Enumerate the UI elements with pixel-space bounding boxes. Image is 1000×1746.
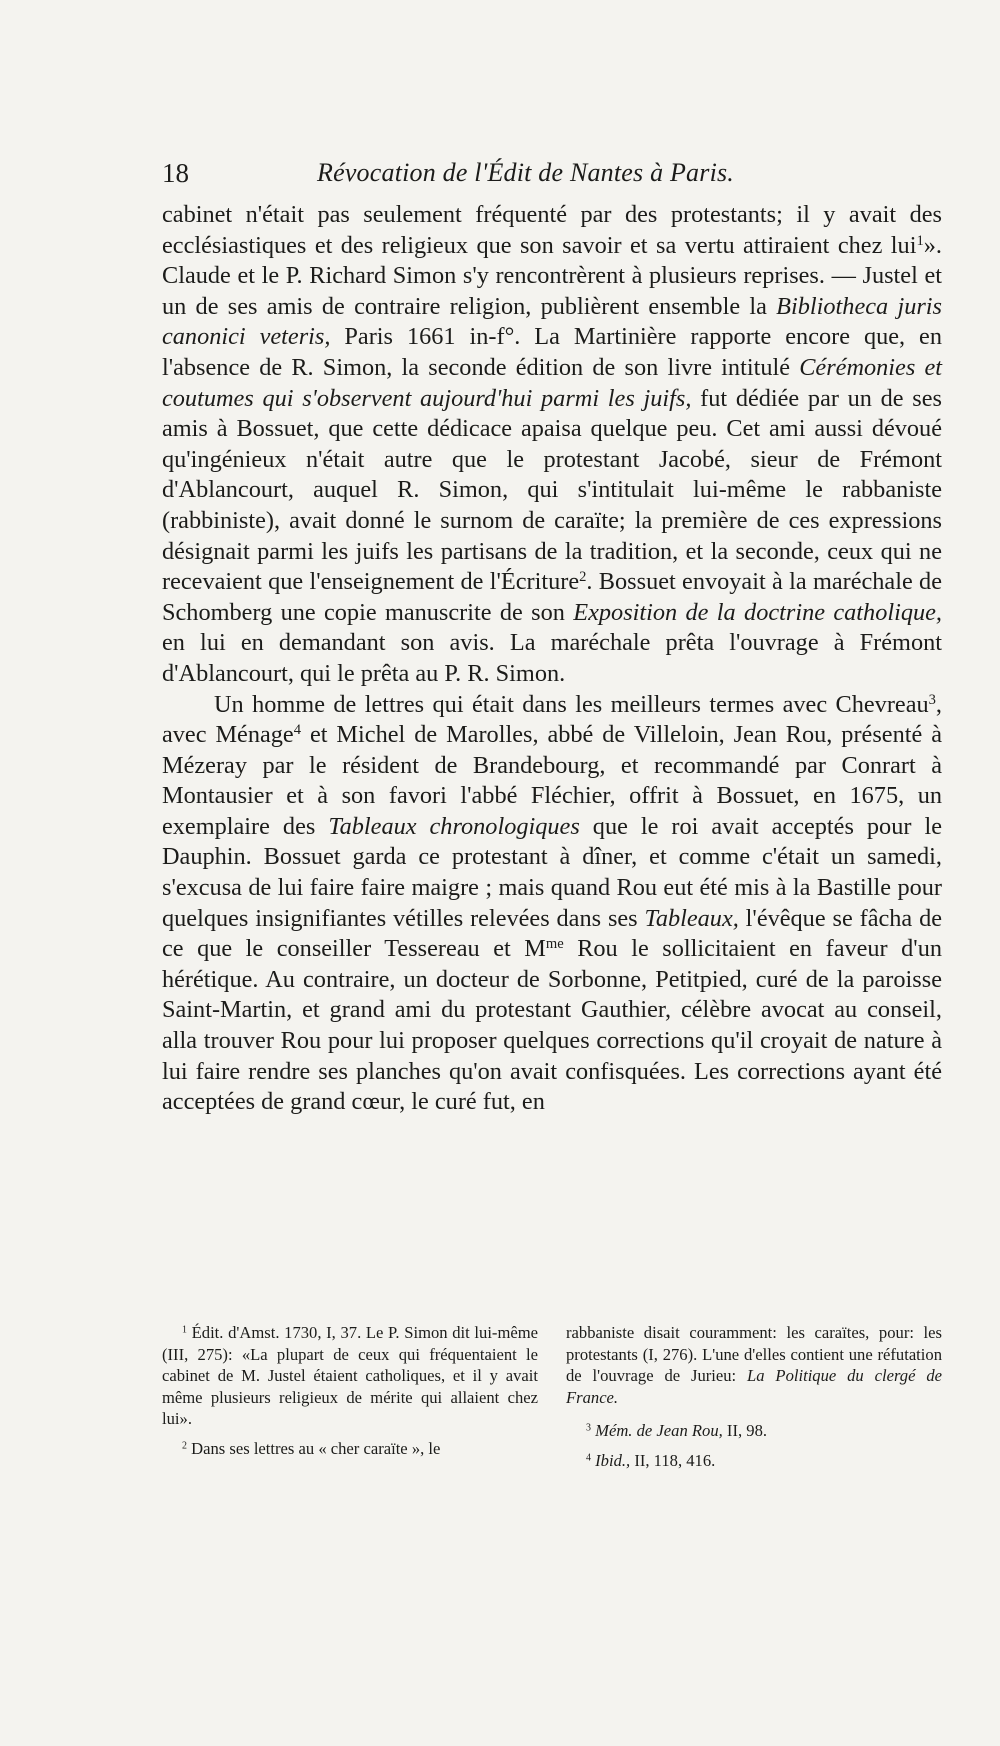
footnote-2 xyxy=(162,1438,538,1460)
text-run: II, 98. xyxy=(722,1421,768,1441)
italic-text: Tableaux, xyxy=(644,904,739,932)
italic-text: Exposition de la doctrine catholique, xyxy=(573,598,942,626)
footnote-ref: 1 xyxy=(916,232,924,249)
text-run: et Michel de Marolles, abbé de Villeloin, Jean Rou, présenté à Mézeray par le résident de Brandebourg, et recommandé par Conrart à Montausier et à son favori l'abbé Fléchier, offrit à Bossuet, en 1675, un exemplaire des xyxy=(162,721,942,840)
text-run: l'évêque se fâcha de ce que le conseiller Tessereau et M xyxy=(162,904,942,963)
italic-text: Bibliotheca juris canonici veteris, xyxy=(162,292,943,351)
page-number: 18 xyxy=(162,158,189,188)
footnote-ref: 4 xyxy=(293,722,301,739)
footnote-ref: 3 xyxy=(586,1422,591,1434)
running-title: Révocation de l'Édit de Nantes à Paris. xyxy=(317,158,735,187)
footnote-column-left xyxy=(162,1322,538,1460)
footnote-3 xyxy=(566,1420,942,1442)
page-header xyxy=(162,152,940,192)
italic-text: Cérémonies et coutumes qui s'observent aujourd'hui parmi les juifs, xyxy=(162,353,943,412)
text-run: Dans ses lettres au « cher caraïte », le xyxy=(186,1438,441,1458)
text-run: ». Claude et le P. Richard Simon s'y rencontrèrent à plusieurs reprises. — Justel et un de ses amis de contraire religion, publièrent ensemble la xyxy=(162,231,942,320)
text-run: , avec Ménage xyxy=(162,690,942,749)
italic-text: Mém. de Jean Rou, xyxy=(595,1421,723,1441)
footnote-4 xyxy=(566,1450,942,1472)
text-run: rabbaniste disait couramment: les caraïtes, pour: les protestants (I, 276). L'une d'elles contient une réfutation de l'ouvrage de Jurieu: xyxy=(566,1323,942,1386)
footnote-ref: 2 xyxy=(182,1440,187,1452)
text-run: Un homme de lettres qui était dans les meilleurs termes avec Chevreau xyxy=(214,690,929,718)
footnote-ref: me xyxy=(545,936,564,953)
footnote-1 xyxy=(162,1322,538,1430)
footnote-ref: 4 xyxy=(586,1452,591,1464)
italic-text: La Politique du clergé de France. xyxy=(566,1366,942,1407)
footnote-ref: 2 xyxy=(579,569,587,586)
text-run: en lui en demandant son avis. La maréchale prêta l'ouvrage à Frémont d'Ablancourt, qui le prêta au P. R. Simon. xyxy=(162,629,942,687)
text-run: que le roi avait acceptés pour le Dauphin. Bossuet garda ce protestant à dîner, et comme c'était un samedi, s'excusa de lui faire faire maigre ; mais quand Rou eut été mis à la Bastille pour quelques insignifiantes vétilles relevées dans ses xyxy=(162,812,942,932)
text-run: cabinet n'était pas seulement fréquenté par des protestants; il y avait des ecclésiastiques et des religieux que son savoir et sa vertu attiraient chez lui xyxy=(162,201,942,259)
body-text xyxy=(162,200,942,1118)
text-run: Rou le sollicitaient en faveur d'un hérétique. Au contraire, un docteur de Sorbonne, Petitpied, curé de la paroisse Saint-Martin, et grand ami du protestant Gauthier, célèbre avocat au conseil, alla trouver Rou pour lui proposer quelques corrections qu'il croyait de nature à lui faire rendre ses planches qu'on avait confisquées. Les corrections ayant été acceptées de grand cœur, le curé fut, en xyxy=(162,935,942,1116)
text-run: . Bossuet envoyait à la maréchale de Schomberg une copie manuscrite de son xyxy=(162,568,942,626)
italic-text: Tableaux chronologiques xyxy=(328,812,580,840)
italic-text: Ibid., xyxy=(595,1450,631,1470)
paragraph xyxy=(162,690,942,1118)
text-run: II, 118, 416. xyxy=(630,1450,716,1470)
footnote-column-right xyxy=(566,1322,942,1472)
text-run: Paris 1661 in-f°. La Martinière rapporte encore que, en l'absence de R. Simon, la seconde édition de son livre intitulé xyxy=(162,323,942,381)
footnote-ref: 3 xyxy=(928,691,936,708)
paragraph xyxy=(162,200,942,690)
footnote-2-continued xyxy=(566,1322,942,1408)
footnote-ref: 1 xyxy=(182,1324,187,1336)
text-run: fut dédiée par un de ses amis à Bossuet, que cette dédicace apaisa quelque peu. Cet ami aussi dévoué qu'ingénieux n'était autre que le protestant Jacobé, sieur de Frémont d'Ablancourt, auquel R. Simon, qui s'intitulait lui-même le rabbaniste (rabbiniste), avait donné le surnom de caraïte; la première de ces expressions désignait parmi les juifs les partisans de la tradition, et la seconde, ceux qui ne recevaient que l'enseignement de l'Écriture xyxy=(162,384,942,596)
text-run: Édit. d'Amst. 1730, I, 37. Le P. Simon dit lui-même (III, 275): «La plupart de ceux qui fréquentaient le cabinet de M. Justel étaient catholiques, et il y avait même plusieurs religieux de mérite qui allaient chez lui». xyxy=(162,1323,538,1429)
